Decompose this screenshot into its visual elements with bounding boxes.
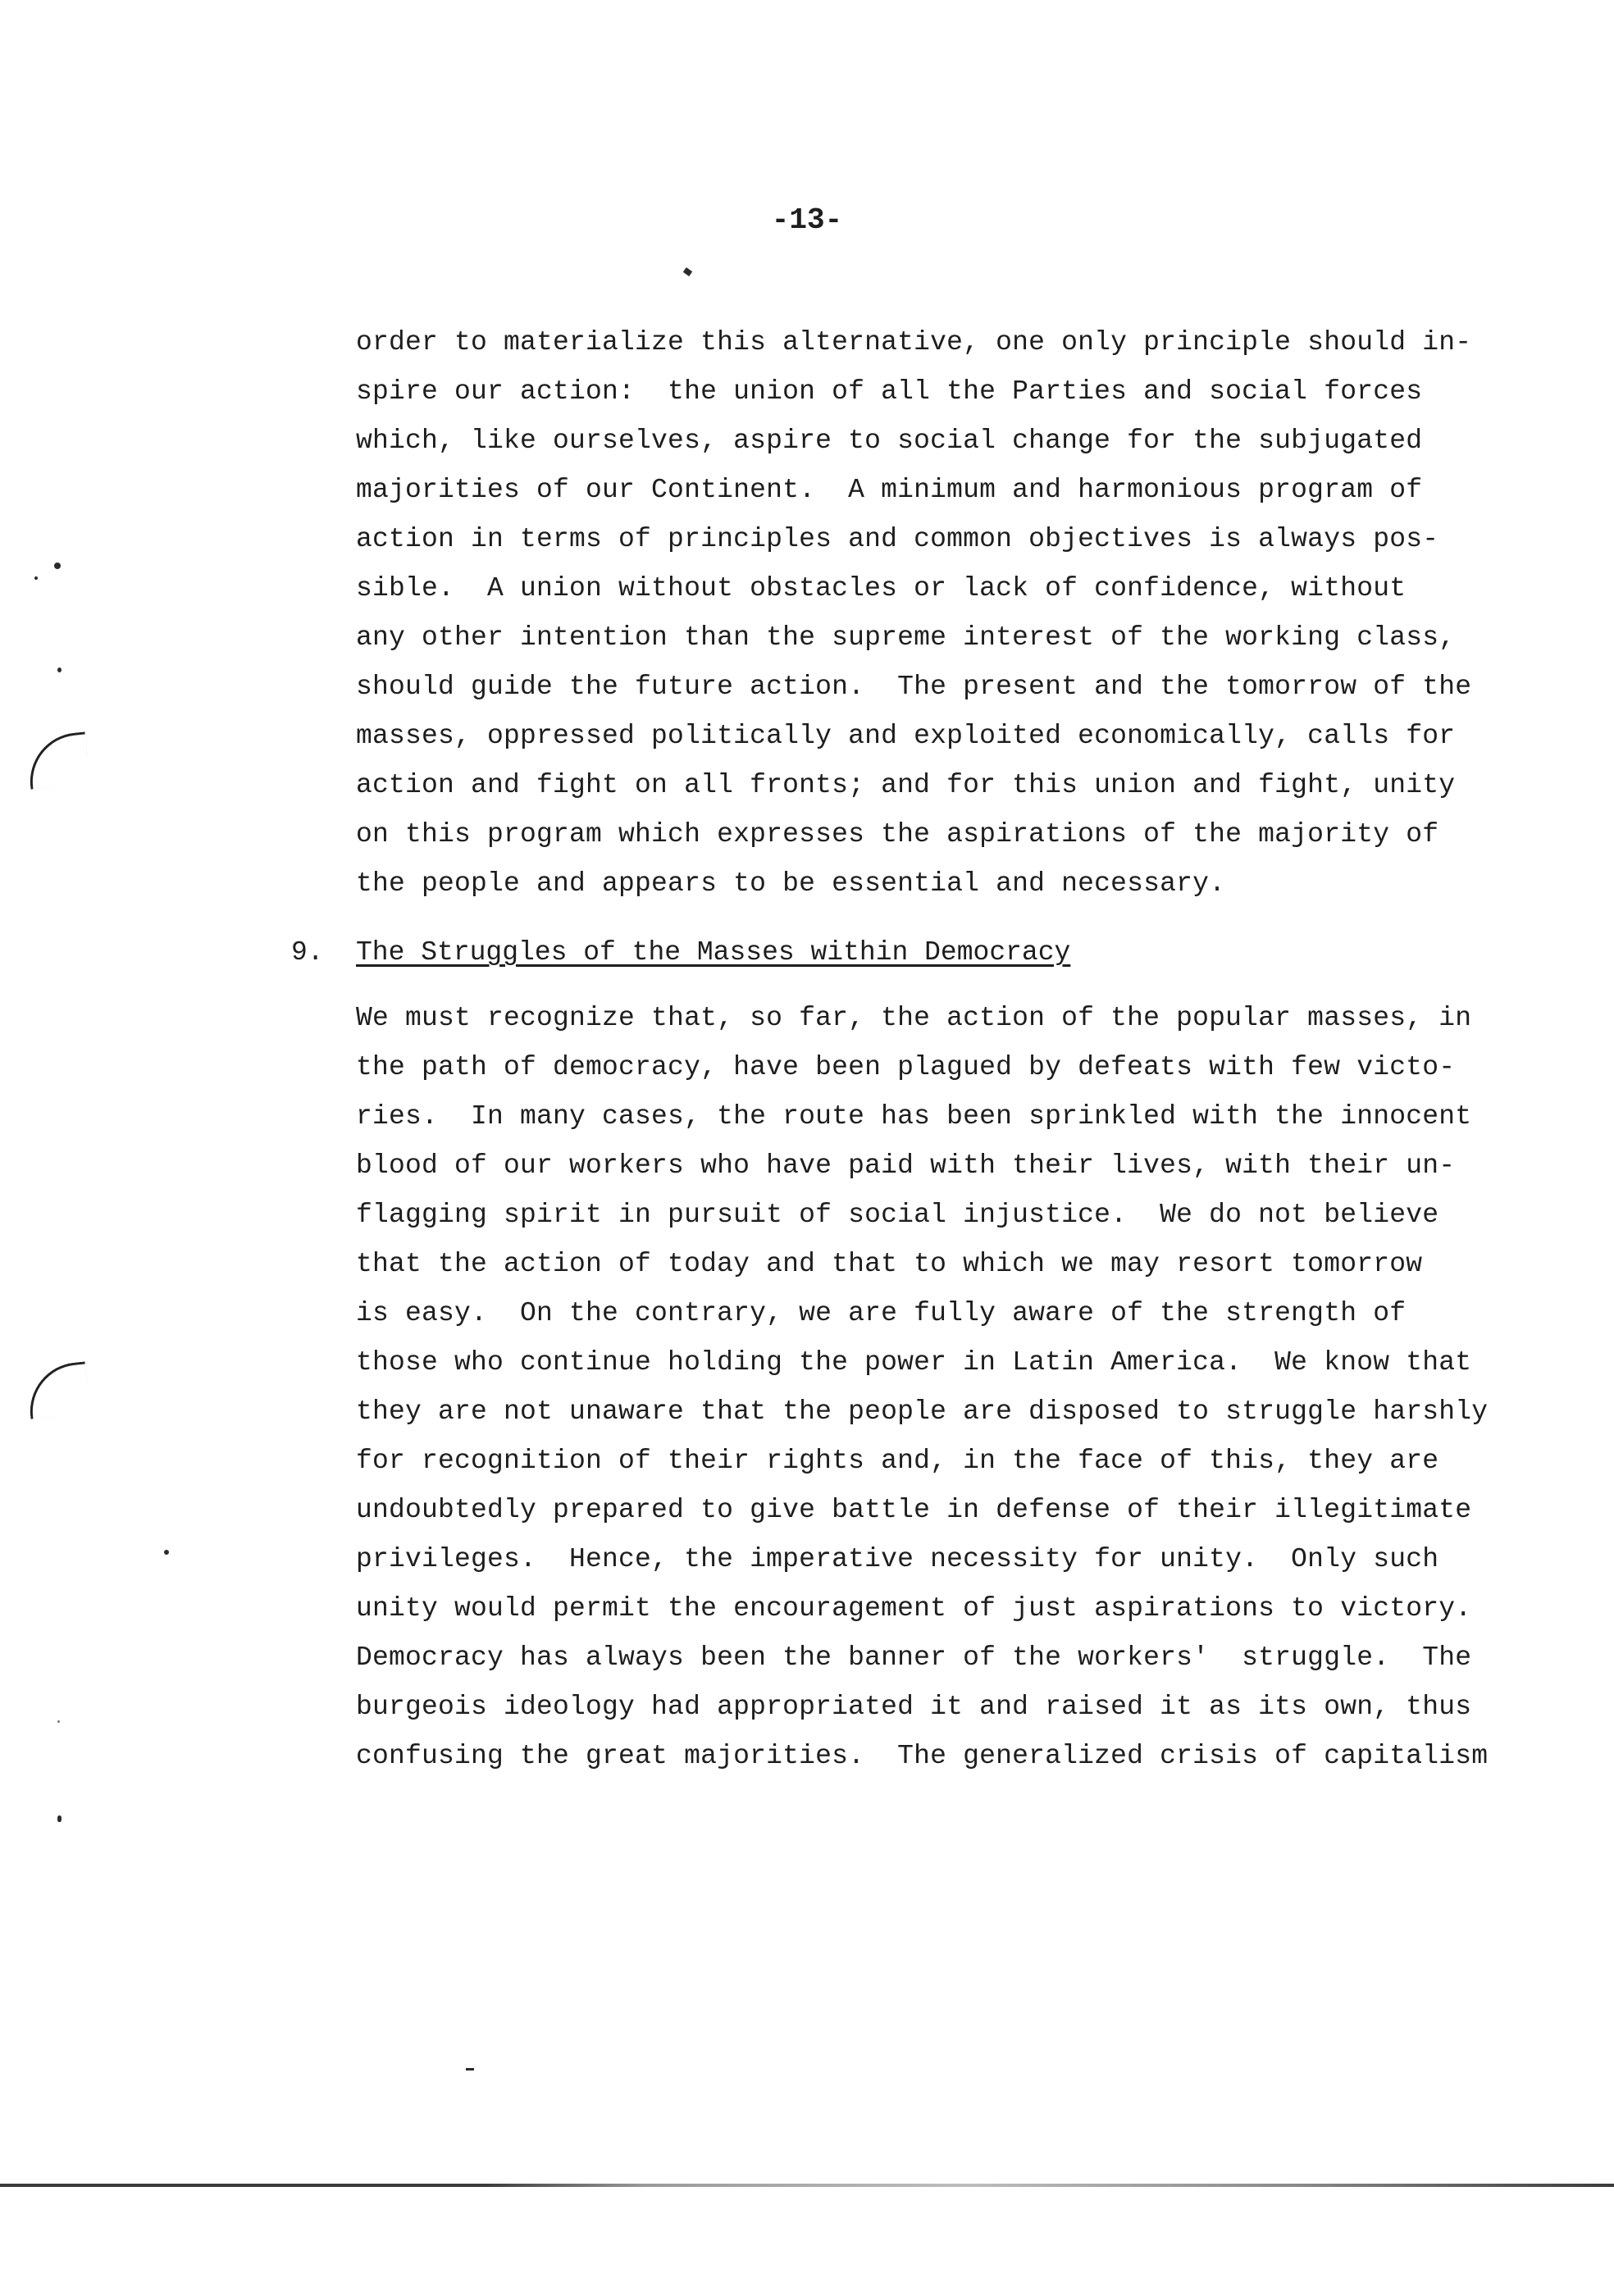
- paragraph-line: action in terms of principles and common objectives is always pos-: [356, 524, 1439, 554]
- paragraph-line: which, like ourselves, aspire to social change for the subjugated: [356, 426, 1423, 456]
- paragraph-line: the path of democracy, have been plagued by defeats with few victo-: [356, 1052, 1456, 1082]
- page-number: -13-: [771, 203, 843, 237]
- paragraph-line: confusing the great majorities. The generalized crisis of capitalism: [356, 1741, 1489, 1771]
- paragraph-line: masses, oppressed politically and exploited economically, calls for: [356, 721, 1456, 751]
- paragraph-line: any other intention than the supreme interest of the working class,: [356, 622, 1456, 653]
- paragraph-line: is easy. On the contrary, we are fully aware of the strength of: [356, 1298, 1407, 1328]
- scan-speck: [164, 1550, 169, 1555]
- paragraph-line: privileges. Hence, the imperative necessity for unity. Only such: [356, 1544, 1439, 1574]
- paragraph-line: majorities of our Continent. A minimum and harmonious program of: [356, 475, 1423, 505]
- paragraph-line: for recognition of their rights and, in the face of this, they are: [356, 1446, 1439, 1476]
- scan-speck: [466, 2068, 474, 2070]
- paragraph-line: burgeois ideology had appropriated it and raised it as its own, thus: [356, 1692, 1472, 1722]
- scan-speck: [54, 563, 61, 569]
- paragraph-line: action and fight on all fronts; and for this union and fight, unity: [356, 770, 1456, 800]
- paragraph-line: the people and appears to be essential and necessary.: [356, 868, 1226, 899]
- paragraph-line: that the action of today and that to which we may resort tomorrow: [356, 1249, 1423, 1279]
- paragraph-line: on this program which expresses the aspirations of the majority of: [356, 819, 1439, 850]
- paragraph-line: those who continue holding the power in Latin America. We know that: [356, 1347, 1472, 1378]
- scan-speck: [57, 1720, 60, 1723]
- paragraph-line: spire our action: the union of all the Parties and social forces: [356, 376, 1423, 407]
- paragraph-line: ries. In many cases, the route has been sprinkled with the innocent: [356, 1101, 1472, 1132]
- paragraph-line: they are not unaware that the people are disposed to struggle harshly: [356, 1396, 1489, 1427]
- paragraph-line: Democracy has always been the banner of the workers' struggle. The: [356, 1642, 1472, 1673]
- punch-hole-arc: [25, 1361, 90, 1419]
- section-title: The Struggles of the Masses within Democracy: [356, 937, 1071, 968]
- paragraph-line: should guide the future action. The present and the tomorrow of the: [356, 672, 1472, 702]
- scan-speck: [57, 1815, 62, 1822]
- paragraph-line: unity would permit the encouragement of just aspirations to victory.: [356, 1593, 1472, 1624]
- paragraph-line: order to materialize this alternative, one only principle should in-: [356, 327, 1472, 358]
- bottom-rule: [0, 2184, 1614, 2187]
- section-number: 9.: [291, 937, 324, 968]
- paragraph-line: blood of our workers who have paid with their lives, with their un-: [356, 1150, 1456, 1181]
- paragraph-line: We must recognize that, so far, the action of the popular masses, in: [356, 1003, 1472, 1033]
- scan-speck: [683, 267, 692, 276]
- punch-hole-arc: [25, 731, 90, 789]
- scan-speck: [57, 667, 62, 672]
- paragraph-line: flagging spirit in pursuit of social injustice. We do not believe: [356, 1200, 1439, 1230]
- paragraph-line: sible. A union without obstacles or lack of confidence, without: [356, 573, 1407, 604]
- scan-speck: [34, 576, 38, 580]
- paragraph-line: undoubtedly prepared to give battle in defense of their illegitimate: [356, 1495, 1472, 1525]
